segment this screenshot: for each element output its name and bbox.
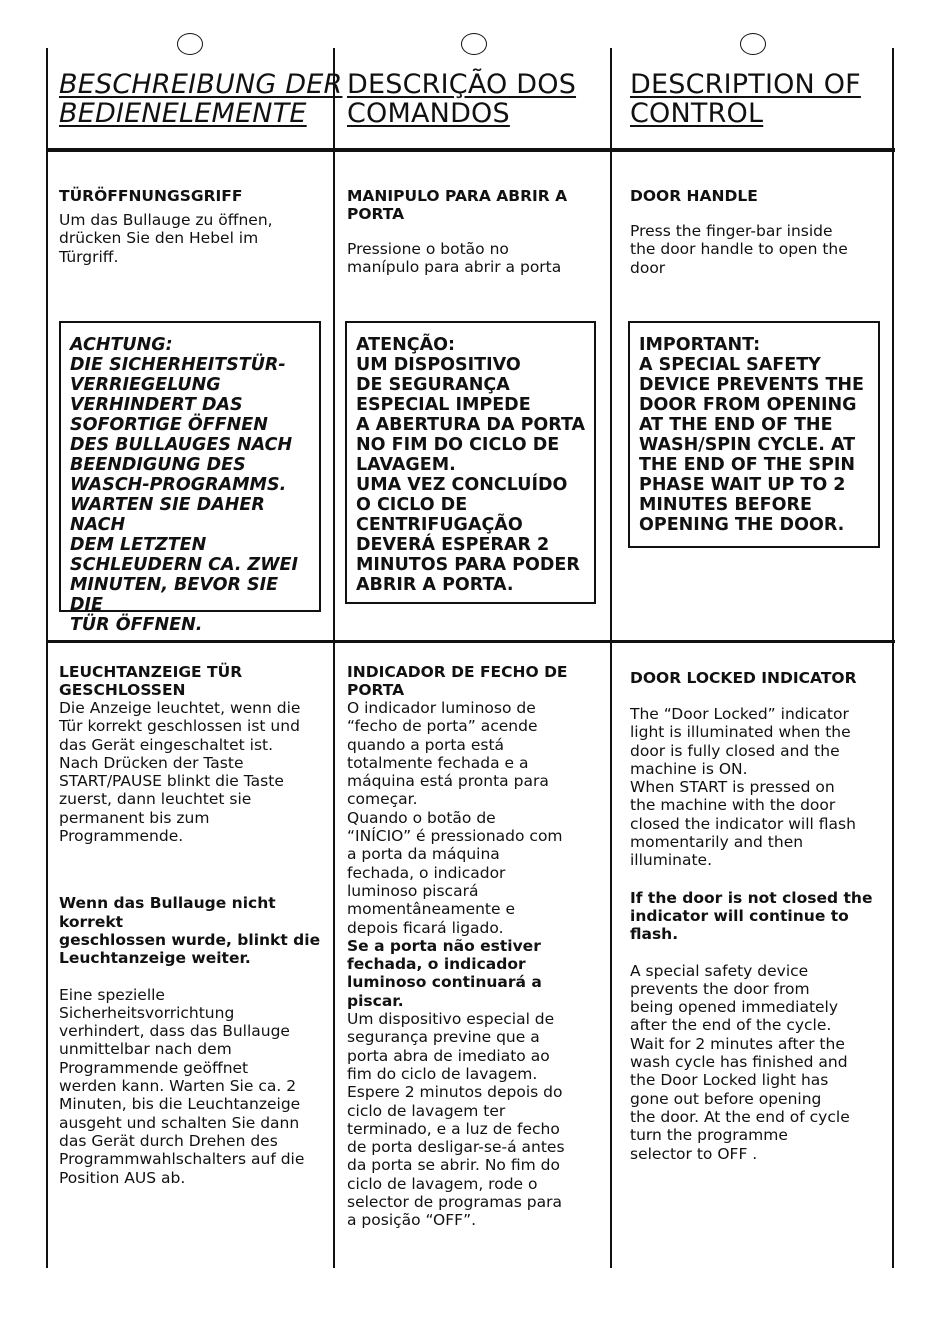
header-rule	[47, 148, 895, 152]
column-title-portuguese: DESCRIÇÃO DOS COMANDOS	[347, 69, 577, 129]
door-handle-text: Um das Bullauge zu öffnen, drücken Sie den Hebel im Türgriff.	[59, 211, 273, 266]
door-locked-warning-text: If the door is not closed the indicator will continue to flash.	[630, 888, 873, 944]
column-divider-left	[46, 48, 48, 1268]
language-marker-circle	[740, 33, 766, 55]
safety-device-text: Eine spezielle Sicherheitsvorrichtung verhindert, dass das Bullauge unmittelbar nach dem Programmende geöffnet werden kann. Warten Sie ca. 2 Minuten, bis die Leuchtanzeige ausgeht und schalten Sie dann das Gerät durch Drehen des Programmwahlschalters auf die Position AUS ab.	[59, 985, 305, 1187]
column-title-english: DESCRIPTION OF CONTROL	[630, 69, 861, 129]
warning-box-english: IMPORTANT: A SPECIAL SAFETY DEVICE PREVENTS THE DOOR FROM OPENING AT THE END OF THE WASH/SPIN CYCLE. AT THE END OF THE SPIN PHASE WAIT UP TO 2 MINUTES BEFORE OPENING THE DOOR.	[628, 321, 880, 548]
door-handle-heading: MANIPULO PARA ABRIR A PORTA	[347, 187, 568, 223]
door-locked-heading: DOOR LOCKED INDICATOR	[630, 669, 857, 687]
door-handle-text: Press the finger-bar inside the door handle to open the door	[630, 222, 848, 277]
column-title-german: BESCHREIBUNG DER BEDIENELEMENTE	[59, 69, 343, 129]
section-rule	[47, 640, 895, 643]
warning-box-german: ACHTUNG: DIE SICHERHEITSTÜR- VERRIEGELUNG VERHINDERT DAS SOFORTIGE ÖFFNEN DES BULLAUGES NACH BEENDIGUNG DES WASCH-PROGRAMMS. WARTEN SIE DAHER NACH DEM LETZTEN SCHLEUDERN CA. ZWEI MINUTEN, BEVOR SIE DIE TÜR ÖFFNEN.	[59, 321, 321, 612]
language-marker-circle	[461, 33, 487, 55]
door-handle-section-english	[630, 187, 888, 277]
door-handle-heading: TÜRÖFFNUNGSGRIFF	[59, 187, 243, 205]
door-handle-section-german	[59, 187, 329, 266]
column-divider-2	[610, 48, 612, 1268]
door-locked-text: Die Anzeige leuchtet, wenn die Tür korrekt geschlossen ist und das Gerät eingeschaltet ist. Nach Drücken der Taste START/PAUSE blinkt die Taste zuerst, dann leuchtet sie permanent bis zum Programmende.	[59, 699, 301, 846]
door-handle-heading: DOOR HANDLE	[630, 187, 758, 205]
door-locked-text: The “Door Locked” indicator light is illuminated when the door is fully closed and the machine is ON. When START is pressed on the machine with the door closed the indicator will flash momentarily and then illuminate.	[630, 705, 856, 870]
door-handle-section-portuguese	[347, 187, 605, 277]
safety-device-text: Um dispositivo especial de segurança previne que a porta abra de imediato ao fim do ciclo de lavagem. Espere 2 minutos depois do ciclo de lavagem ter terminado, e a luz de fecho de porta desligar-se-á antes da porta se abrir. No fim do ciclo de lavagem, rode o selector de programas para a posição “OFF”.	[347, 1010, 565, 1230]
warning-box-portuguese: ATENÇÃO: UM DISPOSITIVO DE SEGURANÇA ESPECIAL IMPEDE A ABERTURA DA PORTA NO FIM DO CICLO DE LAVAGEM. UMA VEZ CONCLUÍDO O CICLO DE CENTRIFUGAÇÃO DEVERÁ ESPERAR 2 MINUTOS PARA PODER ABRIR A PORTA.	[345, 321, 596, 604]
door-locked-section-portuguese	[347, 663, 609, 1230]
door-locked-warning-text: Wenn das Bullauge nicht korrekt geschlossen wurde, blinkt die Leuchtanzeige weiter.	[59, 894, 321, 968]
door-locked-warning-text: Se a porta não estiver fechada, o indicador luminoso continuará a piscar.	[347, 936, 542, 1010]
safety-device-text: A special safety device prevents the door from being opened immediately after the end of the cycle. Wait for 2 minutes after the wash cycle has finished and the Door Locked light has gone out before opening the door. At the end of cycle turn the programme selector to OFF .	[630, 961, 850, 1163]
door-locked-section-german	[59, 663, 331, 1187]
door-locked-text: O indicador luminoso de “fecho de porta” acende quando a porta está totalmente fechada e a máquina está pronta para começar. Quando o botão de “INÍCIO” é pressionado com a porta da máquina fechada, o indicador luminoso piscará momentâneamente e depois ficará ligado.	[347, 699, 563, 937]
language-marker-circle	[177, 33, 203, 55]
column-divider-right	[892, 48, 894, 1268]
column-divider-1	[333, 48, 335, 1268]
door-handle-text: Pressione o botão no manípulo para abrir a porta	[347, 240, 562, 277]
door-locked-heading: LEUCHTANZEIGE TÜR GESCHLOSSEN	[59, 663, 243, 699]
door-locked-heading: INDICADOR DE FECHO DE PORTA	[347, 663, 568, 699]
door-locked-section-english	[630, 669, 888, 1163]
